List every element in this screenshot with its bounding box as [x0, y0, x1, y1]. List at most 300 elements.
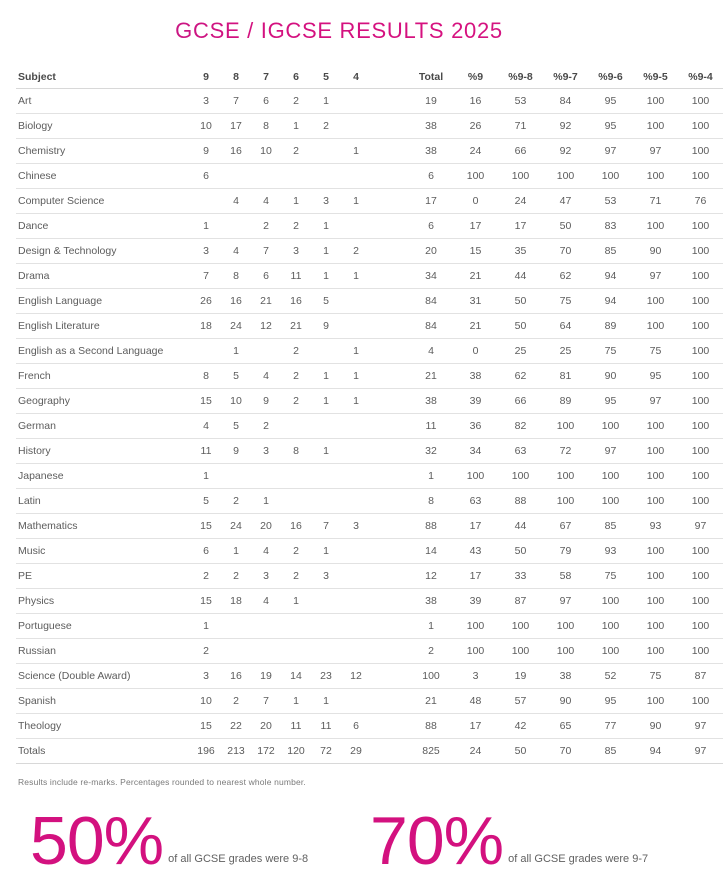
cell-grade-6: [281, 414, 311, 439]
stat-value: 50%: [30, 803, 164, 879]
cell-pct-9: 39: [453, 589, 498, 614]
cell-total: 8: [409, 489, 453, 514]
cell-spacer: [371, 189, 409, 214]
cell-grade-6: 2: [281, 539, 311, 564]
table-row: [16, 514, 723, 539]
cell-pct-9-4: 100: [678, 389, 723, 414]
cell-pct-9-7: 100: [543, 414, 588, 439]
table-row: [16, 139, 723, 164]
cell-grade-7: 8: [251, 114, 281, 139]
cell-pct-9-5: 93: [633, 514, 678, 539]
cell-pct-9-8: 100: [498, 164, 543, 189]
cell-spacer: [371, 314, 409, 339]
cell-total: 38: [409, 114, 453, 139]
cell-pct-9-5: 100: [633, 589, 678, 614]
cell-spacer: [371, 589, 409, 614]
cell-grade-4: [341, 214, 371, 239]
cell-grade-9: 8: [191, 364, 221, 389]
cell-pct-9-7: 97: [543, 589, 588, 614]
cell-grade-6: 120: [281, 739, 311, 764]
cell-grade-9: 3: [191, 664, 221, 689]
cell-grade-9: 10: [191, 689, 221, 714]
cell-pct-9: 38: [453, 364, 498, 389]
cell-subject: Mathematics: [16, 514, 191, 539]
cell-grade-7: 3: [251, 564, 281, 589]
cell-grade-5: 5: [311, 289, 341, 314]
table-row: [16, 689, 723, 714]
cell-spacer: [371, 214, 409, 239]
cell-grade-6: 1: [281, 189, 311, 214]
cell-grade-5: 1: [311, 539, 341, 564]
cell-pct-9-7: 84: [543, 89, 588, 114]
cell-total: 32: [409, 439, 453, 464]
cell-grade-7: 4: [251, 189, 281, 214]
cell-pct-9-5: 100: [633, 114, 678, 139]
column-header-grade-9: 9: [191, 65, 221, 89]
cell-pct-9-6: 90: [588, 364, 633, 389]
cell-grade-7: 6: [251, 264, 281, 289]
cell-grade-8: [221, 214, 251, 239]
cell-grade-8: 16: [221, 139, 251, 164]
cell-pct-9-4: 97: [678, 514, 723, 539]
cell-total: 20: [409, 239, 453, 264]
cell-pct-9: 43: [453, 539, 498, 564]
cell-grade-7: 2: [251, 414, 281, 439]
cell-pct-9-8: 66: [498, 389, 543, 414]
cell-grade-9: 26: [191, 289, 221, 314]
cell-grade-6: 2: [281, 89, 311, 114]
cell-pct-9-4: 100: [678, 639, 723, 664]
cell-grade-6: 16: [281, 514, 311, 539]
cell-pct-9: 16: [453, 89, 498, 114]
cell-subject: English as a Second Language: [16, 339, 191, 364]
cell-total: 21: [409, 364, 453, 389]
cell-grade-5: 1: [311, 364, 341, 389]
cell-grade-5: 9: [311, 314, 341, 339]
cell-grade-7: 20: [251, 714, 281, 739]
cell-grade-9: 15: [191, 714, 221, 739]
cell-subject: German: [16, 414, 191, 439]
cell-pct-9-8: 44: [498, 514, 543, 539]
cell-grade-9: 196: [191, 739, 221, 764]
cell-grade-4: 1: [341, 264, 371, 289]
page-title: GCSE / IGCSE RESULTS 2025: [16, 0, 662, 44]
cell-pct-9-4: 100: [678, 314, 723, 339]
cell-pct-9: 24: [453, 739, 498, 764]
cell-subject: Totals: [16, 739, 191, 764]
cell-pct-9: 100: [453, 164, 498, 189]
cell-spacer: [371, 664, 409, 689]
cell-total: 21: [409, 689, 453, 714]
column-header-total: Total: [409, 65, 453, 89]
cell-pct-9-5: 100: [633, 439, 678, 464]
cell-pct-9-4: 100: [678, 264, 723, 289]
cell-grade-4: [341, 89, 371, 114]
cell-grade-8: 5: [221, 414, 251, 439]
cell-total: 2: [409, 639, 453, 664]
cell-grade-5: [311, 464, 341, 489]
cell-pct-9: 17: [453, 564, 498, 589]
cell-grade-5: 1: [311, 439, 341, 464]
cell-grade-8: 2: [221, 489, 251, 514]
cell-pct-9-8: 50: [498, 314, 543, 339]
cell-total: 88: [409, 714, 453, 739]
cell-grade-9: 6: [191, 539, 221, 564]
cell-grade-5: 72: [311, 739, 341, 764]
cell-grade-9: 15: [191, 589, 221, 614]
cell-pct-9: 34: [453, 439, 498, 464]
cell-grade-4: 1: [341, 364, 371, 389]
cell-pct-9: 26: [453, 114, 498, 139]
cell-total: 4: [409, 339, 453, 364]
cell-grade-9: 7: [191, 264, 221, 289]
cell-grade-4: [341, 589, 371, 614]
cell-grade-8: 24: [221, 514, 251, 539]
cell-pct-9-7: 92: [543, 114, 588, 139]
cell-pct-9-6: 100: [588, 614, 633, 639]
table-body: [16, 89, 723, 764]
cell-grade-8: 1: [221, 339, 251, 364]
cell-grade-5: 1: [311, 89, 341, 114]
cell-pct-9-6: 100: [588, 464, 633, 489]
stat-grades-9-7: [370, 803, 649, 879]
cell-grade-6: 1: [281, 589, 311, 614]
column-header-grade-6: 6: [281, 65, 311, 89]
cell-spacer: [371, 389, 409, 414]
cell-grade-9: 4: [191, 414, 221, 439]
table-row: [16, 614, 723, 639]
cell-pct-9-8: 100: [498, 464, 543, 489]
cell-grade-9: 2: [191, 564, 221, 589]
cell-pct-9-7: 38: [543, 664, 588, 689]
cell-grade-9: 11: [191, 439, 221, 464]
cell-pct-9-8: 42: [498, 714, 543, 739]
table-row: [16, 564, 723, 589]
table-row: [16, 364, 723, 389]
cell-subject: Design & Technology: [16, 239, 191, 264]
highlight-stats: [16, 803, 662, 879]
cell-grade-9: 5: [191, 489, 221, 514]
cell-grade-6: 2: [281, 139, 311, 164]
cell-grade-5: 3: [311, 189, 341, 214]
table-row: [16, 414, 723, 439]
cell-grade-6: [281, 614, 311, 639]
cell-grade-8: 2: [221, 689, 251, 714]
column-spacer: [371, 65, 409, 89]
cell-spacer: [371, 689, 409, 714]
cell-spacer: [371, 414, 409, 439]
cell-pct-9-6: 100: [588, 489, 633, 514]
table-row: [16, 239, 723, 264]
cell-spacer: [371, 514, 409, 539]
cell-grade-7: 7: [251, 239, 281, 264]
cell-pct-9-7: 64: [543, 314, 588, 339]
cell-grade-5: [311, 489, 341, 514]
cell-pct-9-7: 70: [543, 739, 588, 764]
cell-spacer: [371, 289, 409, 314]
cell-spacer: [371, 139, 409, 164]
cell-grade-5: 3: [311, 564, 341, 589]
cell-grade-6: 2: [281, 564, 311, 589]
cell-pct-9-5: 90: [633, 714, 678, 739]
cell-pct-9-8: 100: [498, 614, 543, 639]
cell-pct-9-7: 65: [543, 714, 588, 739]
column-header-pct-9-8: %9-8: [498, 65, 543, 89]
cell-grade-8: 22: [221, 714, 251, 739]
cell-pct-9: 24: [453, 139, 498, 164]
cell-pct-9-4: 100: [678, 464, 723, 489]
cell-pct-9-7: 81: [543, 364, 588, 389]
cell-subject: Portuguese: [16, 614, 191, 639]
cell-pct-9-7: 100: [543, 164, 588, 189]
cell-total: 38: [409, 389, 453, 414]
cell-pct-9-6: 83: [588, 214, 633, 239]
cell-spacer: [371, 339, 409, 364]
cell-grade-7: 9: [251, 389, 281, 414]
cell-pct-9: 3: [453, 664, 498, 689]
cell-pct-9-4: 100: [678, 489, 723, 514]
cell-pct-9-8: 62: [498, 364, 543, 389]
cell-grade-8: 24: [221, 314, 251, 339]
cell-grade-4: 29: [341, 739, 371, 764]
cell-pct-9-6: 95: [588, 114, 633, 139]
cell-pct-9-5: 100: [633, 289, 678, 314]
cell-grade-9: 1: [191, 464, 221, 489]
cell-pct-9-4: 100: [678, 289, 723, 314]
cell-grade-6: 21: [281, 314, 311, 339]
table-row: [16, 714, 723, 739]
cell-grade-6: 1: [281, 689, 311, 714]
cell-total: 1: [409, 464, 453, 489]
cell-grade-4: 1: [341, 339, 371, 364]
cell-subject: Spanish: [16, 689, 191, 714]
cell-pct-9-8: 87: [498, 589, 543, 614]
cell-grade-5: [311, 589, 341, 614]
cell-grade-8: 7: [221, 89, 251, 114]
cell-spacer: [371, 114, 409, 139]
cell-pct-9-4: 100: [678, 214, 723, 239]
cell-pct-9-7: 90: [543, 689, 588, 714]
cell-pct-9-4: 100: [678, 589, 723, 614]
table-row: [16, 189, 723, 214]
cell-grade-6: [281, 464, 311, 489]
cell-pct-9-5: 97: [633, 264, 678, 289]
cell-pct-9-6: 85: [588, 739, 633, 764]
cell-pct-9-7: 92: [543, 139, 588, 164]
table-row: [16, 739, 723, 764]
cell-grade-8: 4: [221, 189, 251, 214]
footnote: Results include re-marks. Percentages rounded to nearest whole number.: [18, 777, 306, 788]
cell-grade-9: 10: [191, 114, 221, 139]
cell-grade-8: [221, 639, 251, 664]
cell-subject: Dance: [16, 214, 191, 239]
cell-grade-6: 2: [281, 339, 311, 364]
cell-total: 1: [409, 614, 453, 639]
cell-pct-9-4: 100: [678, 239, 723, 264]
cell-pct-9-8: 50: [498, 539, 543, 564]
cell-grade-9: 18: [191, 314, 221, 339]
cell-pct-9-6: 95: [588, 389, 633, 414]
cell-pct-9-8: 50: [498, 739, 543, 764]
cell-pct-9-8: 19: [498, 664, 543, 689]
cell-grade-6: 8: [281, 439, 311, 464]
cell-grade-6: [281, 164, 311, 189]
column-header-pct-9: %9: [453, 65, 498, 89]
cell-grade-5: 23: [311, 664, 341, 689]
table-row: [16, 314, 723, 339]
cell-grade-9: 15: [191, 389, 221, 414]
cell-pct-9-6: 100: [588, 164, 633, 189]
cell-subject: English Language: [16, 289, 191, 314]
cell-grade-4: [341, 439, 371, 464]
cell-pct-9-5: 95: [633, 364, 678, 389]
table-row: [16, 114, 723, 139]
cell-pct-9-6: 85: [588, 514, 633, 539]
cell-grade-8: [221, 614, 251, 639]
cell-grade-9: [191, 189, 221, 214]
cell-grade-4: [341, 164, 371, 189]
cell-pct-9-8: 50: [498, 289, 543, 314]
cell-subject: Chinese: [16, 164, 191, 189]
cell-pct-9-6: 52: [588, 664, 633, 689]
cell-pct-9-5: 94: [633, 739, 678, 764]
cell-pct-9-5: 100: [633, 464, 678, 489]
cell-grade-5: [311, 414, 341, 439]
cell-grade-8: 17: [221, 114, 251, 139]
cell-pct-9-4: 100: [678, 89, 723, 114]
cell-pct-9-8: 35: [498, 239, 543, 264]
table-row: [16, 639, 723, 664]
cell-pct-9-4: 100: [678, 614, 723, 639]
cell-grade-8: 1: [221, 539, 251, 564]
table-header-row: [16, 65, 723, 89]
table-row: [16, 164, 723, 189]
cell-pct-9-6: 95: [588, 689, 633, 714]
cell-grade-6: 16: [281, 289, 311, 314]
stat-label: of all GCSE grades were 9-7: [508, 853, 649, 866]
cell-grade-5: 1: [311, 689, 341, 714]
cell-pct-9-4: 100: [678, 539, 723, 564]
cell-pct-9-6: 77: [588, 714, 633, 739]
cell-pct-9-6: 94: [588, 289, 633, 314]
cell-spacer: [371, 714, 409, 739]
cell-grade-7: 172: [251, 739, 281, 764]
column-header-grade-4: 4: [341, 65, 371, 89]
cell-spacer: [371, 489, 409, 514]
cell-grade-7: 4: [251, 539, 281, 564]
table-row: [16, 389, 723, 414]
cell-pct-9-4: 97: [678, 739, 723, 764]
cell-total: 100: [409, 664, 453, 689]
cell-grade-4: [341, 414, 371, 439]
cell-pct-9-8: 57: [498, 689, 543, 714]
cell-pct-9-7: 25: [543, 339, 588, 364]
cell-grade-4: [341, 489, 371, 514]
cell-grade-8: 18: [221, 589, 251, 614]
cell-grade-4: 12: [341, 664, 371, 689]
cell-pct-9-5: 97: [633, 139, 678, 164]
cell-pct-9-5: 100: [633, 489, 678, 514]
table-row: [16, 289, 723, 314]
cell-grade-5: [311, 339, 341, 364]
cell-pct-9-7: 89: [543, 389, 588, 414]
cell-grade-6: 11: [281, 264, 311, 289]
cell-grade-7: 10: [251, 139, 281, 164]
cell-pct-9: 17: [453, 514, 498, 539]
cell-grade-7: 20: [251, 514, 281, 539]
cell-grade-8: 213: [221, 739, 251, 764]
cell-pct-9-6: 53: [588, 189, 633, 214]
cell-pct-9-5: 100: [633, 689, 678, 714]
cell-subject: Art: [16, 89, 191, 114]
cell-pct-9-6: 94: [588, 264, 633, 289]
cell-pct-9: 36: [453, 414, 498, 439]
cell-pct-9: 63: [453, 489, 498, 514]
cell-grade-4: 3: [341, 514, 371, 539]
cell-grade-7: 6: [251, 89, 281, 114]
cell-grade-7: [251, 164, 281, 189]
cell-grade-5: 1: [311, 389, 341, 414]
cell-subject: Biology: [16, 114, 191, 139]
cell-pct-9-6: 97: [588, 139, 633, 164]
cell-subject: Computer Science: [16, 189, 191, 214]
cell-subject: Japanese: [16, 464, 191, 489]
cell-subject: Theology: [16, 714, 191, 739]
cell-pct-9-5: 100: [633, 539, 678, 564]
cell-grade-7: 19: [251, 664, 281, 689]
cell-subject: Music: [16, 539, 191, 564]
cell-pct-9-8: 25: [498, 339, 543, 364]
cell-pct-9-7: 67: [543, 514, 588, 539]
cell-grade-4: [341, 564, 371, 589]
cell-total: 6: [409, 214, 453, 239]
cell-pct-9: 0: [453, 189, 498, 214]
cell-grade-4: [341, 539, 371, 564]
cell-pct-9-5: 71: [633, 189, 678, 214]
cell-total: 12: [409, 564, 453, 589]
column-header-grade-5: 5: [311, 65, 341, 89]
cell-pct-9-5: 100: [633, 164, 678, 189]
table-row: [16, 489, 723, 514]
cell-grade-6: 14: [281, 664, 311, 689]
cell-pct-9: 100: [453, 614, 498, 639]
cell-pct-9-5: 100: [633, 639, 678, 664]
cell-grade-7: 4: [251, 364, 281, 389]
cell-pct-9-5: 90: [633, 239, 678, 264]
cell-grade-8: 16: [221, 289, 251, 314]
cell-pct-9-6: 75: [588, 339, 633, 364]
cell-pct-9: 15: [453, 239, 498, 264]
column-header-pct-9-4: %9-4: [678, 65, 723, 89]
cell-grade-6: 3: [281, 239, 311, 264]
cell-pct-9-5: 100: [633, 414, 678, 439]
cell-subject: French: [16, 364, 191, 389]
cell-grade-4: 2: [341, 239, 371, 264]
cell-grade-6: 11: [281, 714, 311, 739]
cell-pct-9-6: 95: [588, 89, 633, 114]
cell-pct-9-4: 100: [678, 339, 723, 364]
table-header: [16, 65, 723, 89]
cell-total: 14: [409, 539, 453, 564]
column-header-pct-9-7: %9-7: [543, 65, 588, 89]
cell-total: 6: [409, 164, 453, 189]
cell-pct-9-4: 100: [678, 364, 723, 389]
cell-grade-8: 9: [221, 439, 251, 464]
cell-total: 84: [409, 289, 453, 314]
cell-pct-9-4: 100: [678, 414, 723, 439]
cell-subject: Latin: [16, 489, 191, 514]
cell-grade-5: [311, 614, 341, 639]
